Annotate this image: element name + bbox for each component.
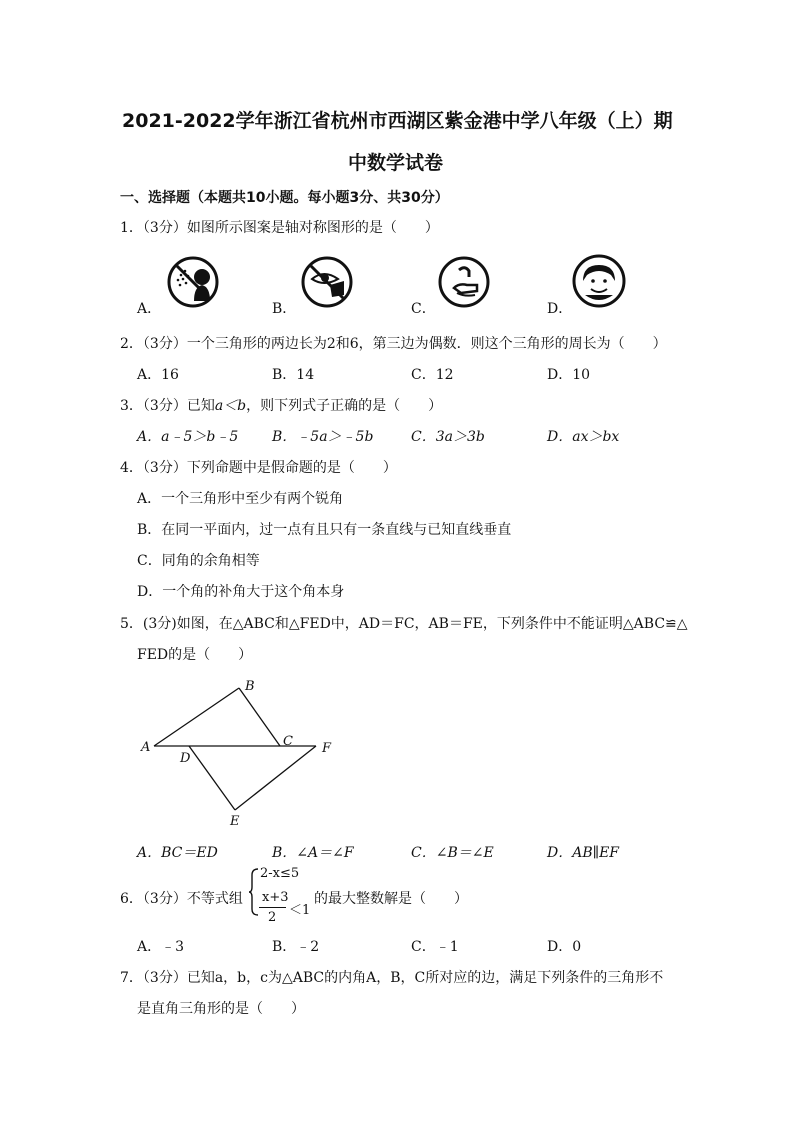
question-6-stem-post: 的最大整数解是（ ） <box>314 891 468 907</box>
question-6-stem-pre: 6．（3分）不等式组 <box>120 891 243 907</box>
q1-option-d-label: D． <box>547 301 573 317</box>
vertex-label-b: B <box>245 679 255 694</box>
question-5-stem-line1: 5．(3分)如图，在△ABC和△FED中，AD＝FC，AB＝FE，下列条件中不能证明△ABC≌△ <box>120 616 688 632</box>
q2-option-a: A．16 <box>137 367 179 383</box>
q1-option-b-label: B． <box>272 301 297 317</box>
q6-option-c: C．﹣1 <box>411 939 459 955</box>
q4-option-b: B．在同一平面内，过一点有且只有一条直线与已知直线垂直 <box>137 522 512 538</box>
q5-option-b: B．∠A＝∠F <box>272 845 354 861</box>
vertex-label-c: C <box>283 734 293 749</box>
question-3-stem <box>120 395 442 415</box>
vertex-label-a: A <box>141 740 151 755</box>
q6-option-d: D．0 <box>547 939 582 955</box>
segment-de <box>189 746 235 810</box>
section-heading: 一、选择题（本题共10小题。每小题3分、共30分） <box>120 190 449 206</box>
no-spray-icon <box>166 255 220 309</box>
question-2-stem: 2．（3分）一个三角形的两边长为2和6，第三边为偶数．则这个三角形的周长为（ ） <box>120 336 667 352</box>
question-7-stem-line2: 是直角三角形的是（ ） <box>137 1001 305 1017</box>
q5-option-c: C．∠B＝∠E <box>411 845 494 861</box>
q2-option-b: B．14 <box>272 367 315 383</box>
segment-bc <box>239 688 280 746</box>
q3-stem-pre: 3．（3分）已知 <box>120 398 215 414</box>
inequality-1: 2-x≤5 <box>260 866 300 881</box>
q2-option-c: C．12 <box>411 367 454 383</box>
page-title-line2: 中数学试卷 <box>348 152 444 174</box>
q4-option-d: D．一个角的补角大于这个角本身 <box>137 584 345 600</box>
question-1-stem: 1．（3分）如图所示图案是轴对称图形的是（ ） <box>120 220 439 236</box>
q1-option-a-label: A． <box>137 301 162 317</box>
inequality-2-rhs: ＜1 <box>289 903 311 918</box>
system-brace <box>248 867 260 917</box>
q3-stem-post: ，则下列式子正确的是（ ） <box>246 398 443 414</box>
question-5-stem-line2: FED的是（ ） <box>137 647 253 663</box>
no-eye-touch-icon <box>300 255 354 309</box>
q3-option-a: A．a﹣5＞b﹣5 <box>137 429 239 445</box>
q4-option-c: C．同角的余角相等 <box>137 553 260 569</box>
face-mask-icon <box>571 253 627 309</box>
vertex-label-f: F <box>322 741 332 756</box>
fraction-denominator: 2 <box>268 910 277 925</box>
question-4-stem: 4．（3分）下列命题中是假命题的是（ ） <box>120 460 397 476</box>
q5-option-d: D．AB∥EF <box>547 845 620 861</box>
q6-option-b: B．﹣2 <box>272 939 320 955</box>
vertex-label-e: E <box>230 814 240 828</box>
fraction-numerator: x+3 <box>262 890 289 905</box>
q3-option-d: D．ax＞bx <box>547 429 620 445</box>
hand-wash-icon <box>437 255 491 309</box>
q4-option-a: A．一个三角形中至少有两个锐角 <box>137 491 344 507</box>
fraction-bar <box>259 907 286 908</box>
question-7-stem-line1: 7．（3分）已知a，b，c为△ABC的内角A，B，C所对应的边，满足下列条件的三角形不 <box>120 970 664 986</box>
segment-ab <box>154 688 239 746</box>
triangle-figure <box>138 676 348 828</box>
q3-option-b: B．﹣5a＞﹣5b <box>272 429 374 445</box>
q3-option-c: C．3a＞3b <box>411 429 485 445</box>
page-title-line1: 2021-2022学年浙江省杭州市西湖区紫金港中学八年级（上）期 <box>122 110 673 132</box>
vertex-label-d: D <box>180 751 191 766</box>
q1-option-c-label: C． <box>411 301 436 317</box>
segment-ef <box>235 746 316 810</box>
q3-stem-math: a＜b <box>214 398 247 414</box>
q5-option-a: A．BC＝ED <box>137 845 218 861</box>
q2-option-d: D．10 <box>547 367 591 383</box>
q6-option-a: A．﹣3 <box>137 939 185 955</box>
